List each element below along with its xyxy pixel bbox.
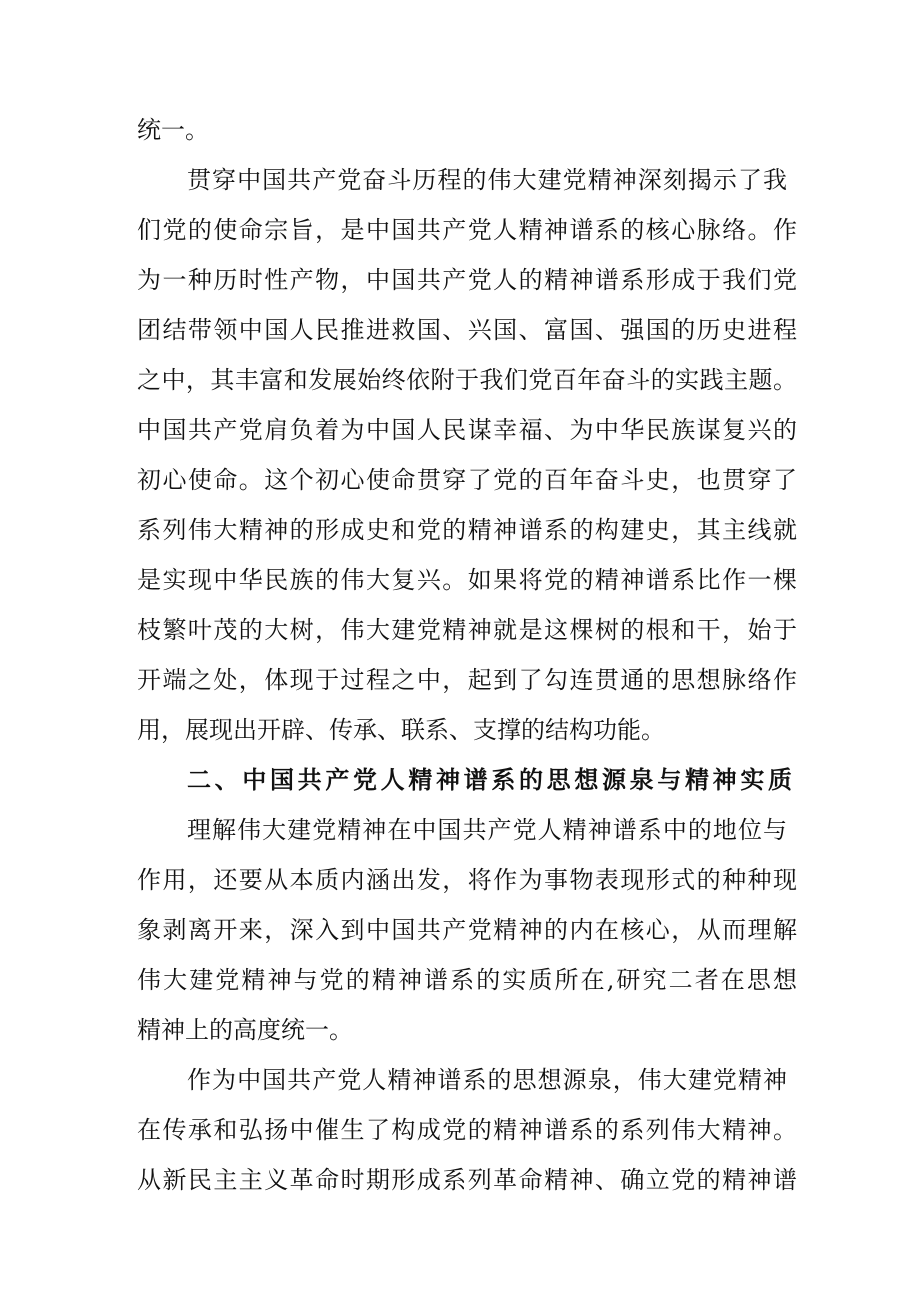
paragraph-line: 精神上的高度统一。 [137,1016,353,1044]
paragraph-line: 之中，其丰富和发展始终依附于我们党百年奋斗的实践主题。 [137,366,797,394]
paragraph-line: 团结带领中国人民推进救国、兴国、富国、强国的历史进程 [137,316,797,344]
paragraph-line: 用，展现出开辟、传承、联系、支撑的结构功能。 [137,716,665,744]
paragraph-line: 系列伟大精神的形成史和党的精神谱系的构建史，其主线就 [137,516,797,544]
paragraph-line: 象剥离开来，深入到中国共产党精神的内在核心，从而理解 [137,916,797,944]
paragraph-line: 是实现中华民族的伟大复兴。如果将党的精神谱系比作一棵 [137,566,797,594]
paragraph-line: 开端之处，体现于过程之中，起到了勾连贯通的思想脉络作 [137,666,797,694]
paragraph-line: 为一种历时性产物，中国共产党人的精神谱系形成于我们党 [137,266,797,294]
section-heading: 二、中国共产党人精神谱系的思想源泉与精神实质 [187,766,792,794]
paragraph-line: 统一。 [137,116,209,144]
paragraph-line: 伟大建党精神与党的精神谱系的实质所在,研究二者在思想 [137,966,797,994]
paragraph-line: 中国共产党肩负着为中国人民谋幸福、为中华民族谋复兴的 [137,416,797,444]
paragraph-line: 理解伟大建党精神在中国共产党人精神谱系中的地位与 [187,816,787,844]
paragraph-line: 们党的使命宗旨，是中国共产党人精神谱系的核心脉络。作 [137,216,797,244]
paragraph-line: 作为中国共产党人精神谱系的思想源泉，伟大建党精神 [187,1066,787,1094]
paragraph-line: 作用，还要从本质内涵出发，将作为事物表现形式的种种现 [137,866,797,894]
paragraph-line: 贯穿中国共产党奋斗历程的伟大建党精神深刻揭示了我 [187,166,787,194]
paragraph-line: 枝繁叶茂的大树，伟大建党精神就是这棵树的根和干，始于 [137,616,797,644]
paragraph-line: 初心使命。这个初心使命贯穿了党的百年奋斗史，也贯穿了 [137,466,797,494]
paragraph-line: 在传承和弘扬中催生了构成党的精神谱系的系列伟大精神。 [137,1116,797,1144]
paragraph-line: 从新民主主义革命时期形成系列革命精神、确立党的精神谱 [137,1166,797,1194]
